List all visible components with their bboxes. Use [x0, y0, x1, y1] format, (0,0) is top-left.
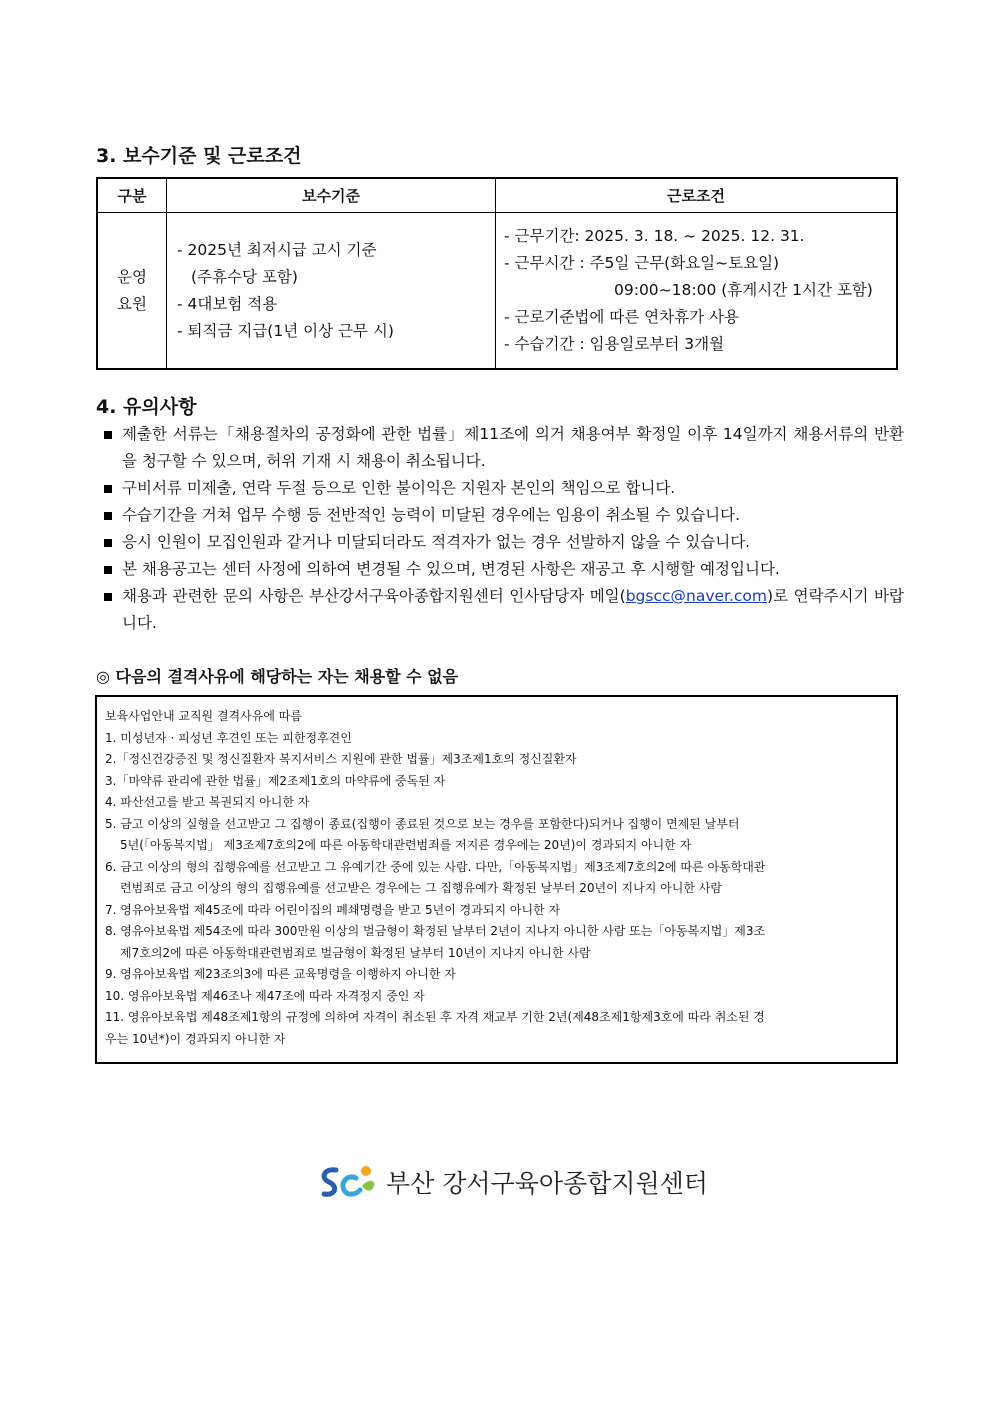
disqualification-line: 우는 10년*)이 경과되지 아니한 자 — [105, 1031, 286, 1046]
list-item — [104, 529, 904, 556]
disqualification-line: 9. 영유아보육법 제23조의3에 따른 교육명령을 이행하지 아니한 자 — [105, 967, 456, 981]
pay-line: - 4대보험 적용 — [177, 294, 278, 313]
square-bullet-icon — [104, 512, 112, 520]
disqualification-line: 5년(「아동복지법」 제3조제7호의2에 따른 아동학대관련범죄를 저지른 경우에는 20년)이 경과되지 아니한 자 — [120, 838, 692, 852]
square-bullet-icon — [104, 566, 112, 574]
category-line: 요원 — [117, 294, 147, 313]
disqualification-line: 2.「정신건강증진 및 정신질환자 복지서비스 지원에 관한 법률」제3조제1호의 정신질환자 — [105, 752, 577, 766]
disqualification-line: 1. 미성년자 · 피성년 후견인 또는 피한정후견인 — [105, 730, 352, 745]
disqualification-line: 10. 영유아보육법 제46조나 제47조에 따라 자격정지 중인 자 — [105, 988, 425, 1003]
work-conditions-cell — [496, 213, 898, 370]
contact-note-after: )로 연락주시기 바랍니다. — [122, 587, 905, 632]
table-row — [97, 213, 897, 370]
list-item — [104, 556, 904, 583]
square-bullet-icon — [104, 485, 112, 493]
list-item — [104, 583, 904, 637]
square-bullet-icon — [104, 431, 112, 439]
list-item — [104, 421, 904, 475]
disqualification-line: 제7호의2에 따른 아동학대관련범죄로 벌금형이 확정된 날부터 10년이 지나지 아니한 사람 — [120, 945, 591, 960]
org-name: 부산 강서구육아종합지원센터 — [386, 1169, 708, 1198]
center-logo-icon — [316, 1162, 380, 1202]
condition-line: 09:00~18:00 (휴게시간 1시간 포함) — [614, 281, 873, 299]
condition-line: - 수습기간 : 임용일로부터 3개월 — [504, 335, 725, 353]
condition-line: - 근무기간: 2025. 3. 18. ~ 2025. 12. 31. — [504, 227, 805, 245]
note-text: 구비서류 미제출, 연락 두절 등으로 인한 불이익은 지원자 본인의 책임으로 합니다. — [122, 479, 676, 497]
disqualification-line: 5. 금고 이상의 실형을 선고받고 그 집행이 종료(집행이 종료된 것으로 보는 경우를 포함한다)되거나 집행이 면제된 날부터 — [105, 816, 740, 831]
footer-logo — [316, 1160, 708, 1204]
header-pay-standard: 보수기준 — [167, 178, 496, 213]
list-item — [104, 475, 904, 502]
section4-title: 4. 유의사항 — [96, 396, 197, 418]
disqualification-line: 보육사업안내 교직원 결격사유에 따름 — [105, 709, 302, 723]
contact-email-link[interactable]: bgscc@naver.com — [625, 587, 768, 605]
disqualification-line: 7. 영유아보육법 제45조에 따라 어린이집의 폐쇄명령을 받고 5년이 경과되지 아니한 자 — [105, 902, 561, 917]
disqualification-line: 4. 파산선고를 받고 복권되지 아니한 자 — [105, 795, 310, 809]
disqualification-line: 련범죄로 금고 이상의 형의 집행유예를 선고받은 경우에는 그 집행유예가 확정된 날부터 20년이 지나지 아니한 사람 — [120, 881, 722, 895]
square-bullet-icon — [104, 539, 112, 547]
list-item — [104, 502, 904, 529]
disqualification-line: 6. 금고 이상의 형의 집행유예를 선고받고 그 유예기간 중에 있는 사람. 다만,「아동복지법」제3조제7호의2에 따른 아동학대관 — [105, 859, 766, 874]
table-header-row — [97, 178, 897, 213]
condition-line: - 근무시간 : 주5일 근무(화요일~토요일) — [504, 254, 780, 272]
disqualification-box — [95, 695, 898, 1064]
section3-title: 3. 보수기준 및 근로조건 — [96, 145, 302, 167]
note-text: 제출한 서류는「채용절차의 공정화에 관한 법률」제11조에 의거 채용여부 확정일 이후 14일까지 채용서류의 반환을 청구할 수 있으며, 허위 기재 시 채용이 취소됩니다. — [122, 425, 904, 470]
notes-list — [104, 421, 904, 637]
pay-line: (주휴수당 포함) — [191, 267, 298, 286]
header-category: 구분 — [97, 178, 167, 213]
category-line: 운영 — [117, 267, 147, 286]
pay-standard-cell — [167, 213, 496, 370]
disqualification-line: 11. 영유아보육법 제48조제1항의 규정에 의하여 자격이 취소된 후 자격 재교부 기한 2년(제48조제1항제3호에 따라 취소된 경 — [105, 1010, 765, 1024]
note-text: 응시 인원이 모집인원과 같거나 미달되더라도 적격자가 없는 경우 선발하지 않을 수 있습니다. — [122, 533, 751, 551]
note-text: 본 채용공고는 센터 사정에 의하여 변경될 수 있으며, 변경된 사항은 재공고 후 시행할 예정입니다. — [122, 560, 780, 578]
contact-note-before: 채용과 관련한 문의 사항은 부산강서구육아종합지원센터 인사담당자 메일( — [122, 587, 626, 605]
pay-line: - 퇴직금 지급(1년 이상 근무 시) — [177, 321, 394, 340]
disqualification-line: 8. 영유아보육법 제54조에 따라 300만원 이상의 벌금형이 확정된 날부터 2년이 지나지 아니한 사람 또는「아동복지법」제3조 — [105, 924, 766, 938]
condition-line: - 근로기준법에 따른 연차휴가 사용 — [504, 308, 739, 326]
note-text: 수습기간을 거쳐 업무 수행 등 전반적인 능력이 미달된 경우에는 임용이 취소될 수 있습니다. — [122, 506, 741, 524]
pay-line: - 2025년 최저시급 고시 기준 — [177, 240, 377, 259]
header-work-conditions: 근로조건 — [496, 178, 898, 213]
disqualification-title: ◎ 다음의 결격사유에 해당하는 자는 채용할 수 없음 — [96, 667, 459, 686]
square-bullet-icon — [104, 593, 112, 601]
pay-conditions-table — [96, 177, 898, 370]
category-cell — [97, 213, 167, 370]
disqualification-line: 3.「마약류 관리에 관한 법률」제2조제1호의 마약류에 중독된 자 — [105, 773, 446, 788]
